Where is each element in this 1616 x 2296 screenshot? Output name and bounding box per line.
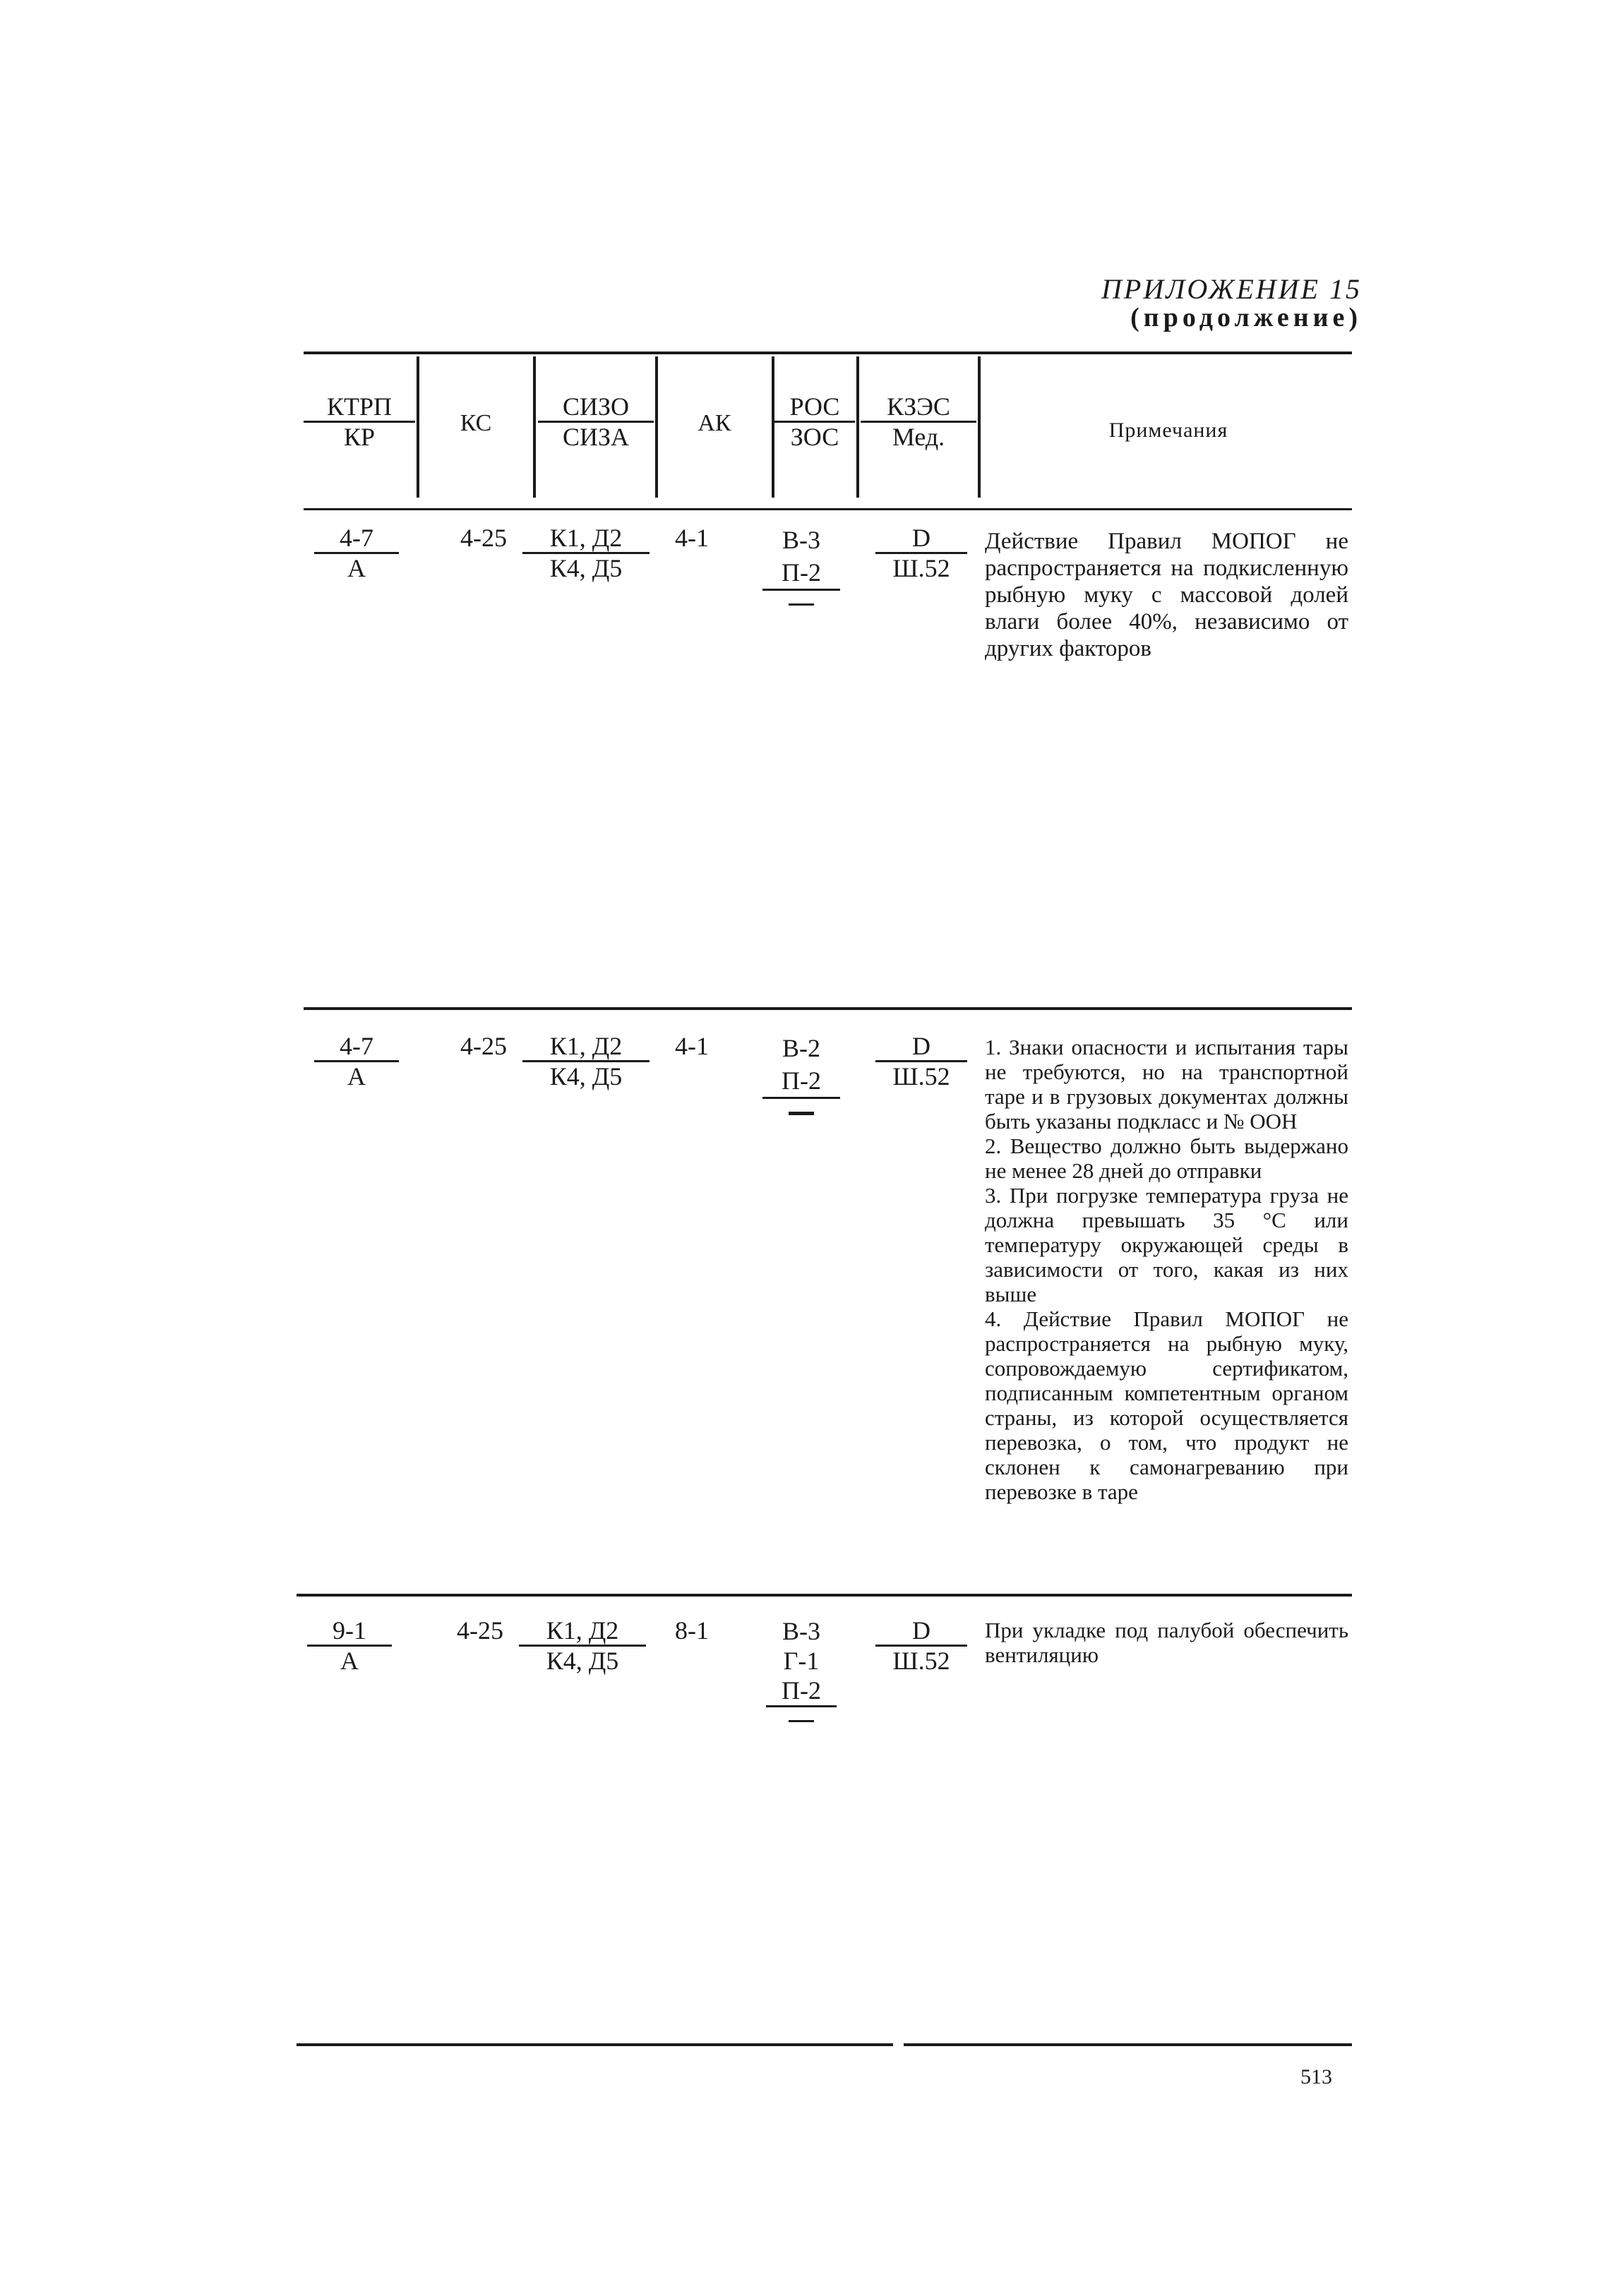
- table-row-1-sizo: [522, 524, 650, 582]
- siza-value: К4, Д5: [519, 1645, 646, 1675]
- kr-value: А: [314, 1060, 399, 1090]
- table-row-1-kzes: [875, 524, 967, 582]
- page-number: 513: [1300, 2065, 1332, 2088]
- col-header-ktrp-num: КТРП: [326, 392, 393, 421]
- ros-value: Г-1: [783, 1647, 820, 1675]
- ks-value: 4-25: [460, 1032, 507, 1060]
- note-text: Действие Правил МОПОГ не распространяется на подкисленную рыбную муку с массовой долей влаги более 40%, независимо от других факторов: [985, 529, 1348, 661]
- table-row-1-ktrp: [314, 524, 399, 582]
- table-row-2-kzes: [875, 1032, 967, 1090]
- col-header-ros-num: РОС: [789, 392, 840, 421]
- table-row-2-notes: [985, 1035, 1348, 1504]
- table-row-2-sizo: [522, 1032, 650, 1090]
- sizo-value: К1, Д2: [549, 1032, 623, 1060]
- table-row-2-ros: [748, 1032, 854, 1115]
- col-header-ak: АК: [698, 410, 731, 436]
- note-text: При укладке под палубой обеспечить вентиляцию: [985, 1618, 1348, 1667]
- table-top-rule: [304, 351, 1352, 354]
- ak-value: 4-1: [675, 524, 709, 552]
- row-rule: [297, 1594, 1352, 1597]
- kzes-value: D: [912, 1032, 930, 1060]
- col-header-kzes-num: КЗЭС: [887, 392, 950, 421]
- ros-value: В-2: [782, 1034, 820, 1062]
- med-value: Ш.52: [875, 1645, 967, 1675]
- siza-value: К4, Д5: [522, 1060, 650, 1090]
- ks-value: 4-25: [457, 1616, 503, 1645]
- col-header-siza: СИЗА: [538, 421, 654, 451]
- col-header-med: Мед.: [861, 421, 976, 451]
- ros-dash: [789, 1720, 814, 1722]
- ktrp-value: 4-7: [340, 524, 373, 552]
- col-divider: [978, 356, 981, 498]
- note-text: 1. Знаки опасности и испытания тары не требуются, но на транспортной таре и в грузовых документах должны быть указаны подкласс и № ООН: [985, 1035, 1348, 1134]
- ros-value: П-2: [782, 1676, 821, 1705]
- table-row-1-ros: [748, 524, 854, 606]
- kzes-value: D: [912, 1616, 930, 1645]
- ros-value: П-2: [782, 558, 821, 587]
- ktrp-value: 4-7: [340, 1032, 373, 1060]
- table-row-2-ktrp: [314, 1032, 399, 1090]
- appendix-title: ПРИЛОЖЕНИЕ 15: [1101, 273, 1362, 305]
- sizo-value: К1, Д2: [546, 1616, 619, 1645]
- ks-value: 4-25: [460, 524, 507, 552]
- table-bottom-rule: [904, 2043, 1352, 2046]
- med-value: Ш.52: [875, 1060, 967, 1090]
- table-bottom-rule: [297, 2043, 893, 2046]
- note-text: 4. Действие Правил МОПОГ не распространяется на рыбную муку, сопровождаемую сертификатом, подписанным компетентным органом страны, из которой осуществляется перевозка, о том, что продукт не склонен к самонагреванию при перевозке в таре: [985, 1306, 1348, 1504]
- col-header-sizo-num: СИЗО: [562, 392, 630, 421]
- col-divider: [856, 356, 859, 498]
- note-text: 3. При погрузке температура груза не должна превышать 35 °С или температуру окружающей среды в зависимости от того, какая из них выше: [985, 1183, 1348, 1306]
- col-header-kzes: [861, 392, 976, 451]
- table-row-3-ros: [748, 1616, 854, 1722]
- ros-dash: [789, 1112, 814, 1115]
- ak-value: 8-1: [675, 1616, 709, 1645]
- table-row-3-kzes: [875, 1616, 967, 1675]
- ak-value: 4-1: [675, 1032, 709, 1060]
- col-header-sizo: [538, 392, 654, 451]
- col-header-zos: ЗОС: [774, 421, 855, 451]
- col-divider: [533, 356, 536, 498]
- med-value: Ш.52: [875, 552, 967, 582]
- siza-value: К4, Д5: [522, 552, 650, 582]
- col-header-kr: КР: [304, 421, 415, 451]
- ros-rule: [762, 1097, 840, 1099]
- appendix-subtitle: (продолжение): [1130, 303, 1362, 332]
- ros-value: П-2: [782, 1066, 821, 1095]
- ros-rule: [762, 589, 840, 591]
- note-text: 2. Вещество должно быть выдержано не менее 28 дней до отправки: [985, 1134, 1348, 1183]
- ros-value: В-3: [782, 526, 820, 554]
- col-header-ks: КС: [460, 410, 492, 436]
- col-header-ros: [774, 392, 855, 451]
- table-row-3-ktrp: [307, 1616, 392, 1675]
- ktrp-value: 9-1: [333, 1616, 366, 1645]
- table-header-rule: [304, 508, 1352, 510]
- table-row-3-sizo: [519, 1616, 646, 1675]
- col-header-ktrp: [304, 392, 415, 451]
- kzes-value: D: [912, 524, 930, 552]
- kr-value: А: [307, 1645, 392, 1675]
- kr-value: А: [314, 552, 399, 582]
- ros-dash: [789, 603, 814, 606]
- col-header-notes: Примечания: [1108, 419, 1228, 442]
- table-row-1-notes: [985, 528, 1348, 662]
- table-row-3-notes: [985, 1618, 1348, 1667]
- sizo-value: К1, Д2: [549, 524, 623, 552]
- ros-value: В-3: [782, 1617, 820, 1645]
- ros-rule: [766, 1705, 837, 1707]
- row-rule: [304, 1007, 1352, 1010]
